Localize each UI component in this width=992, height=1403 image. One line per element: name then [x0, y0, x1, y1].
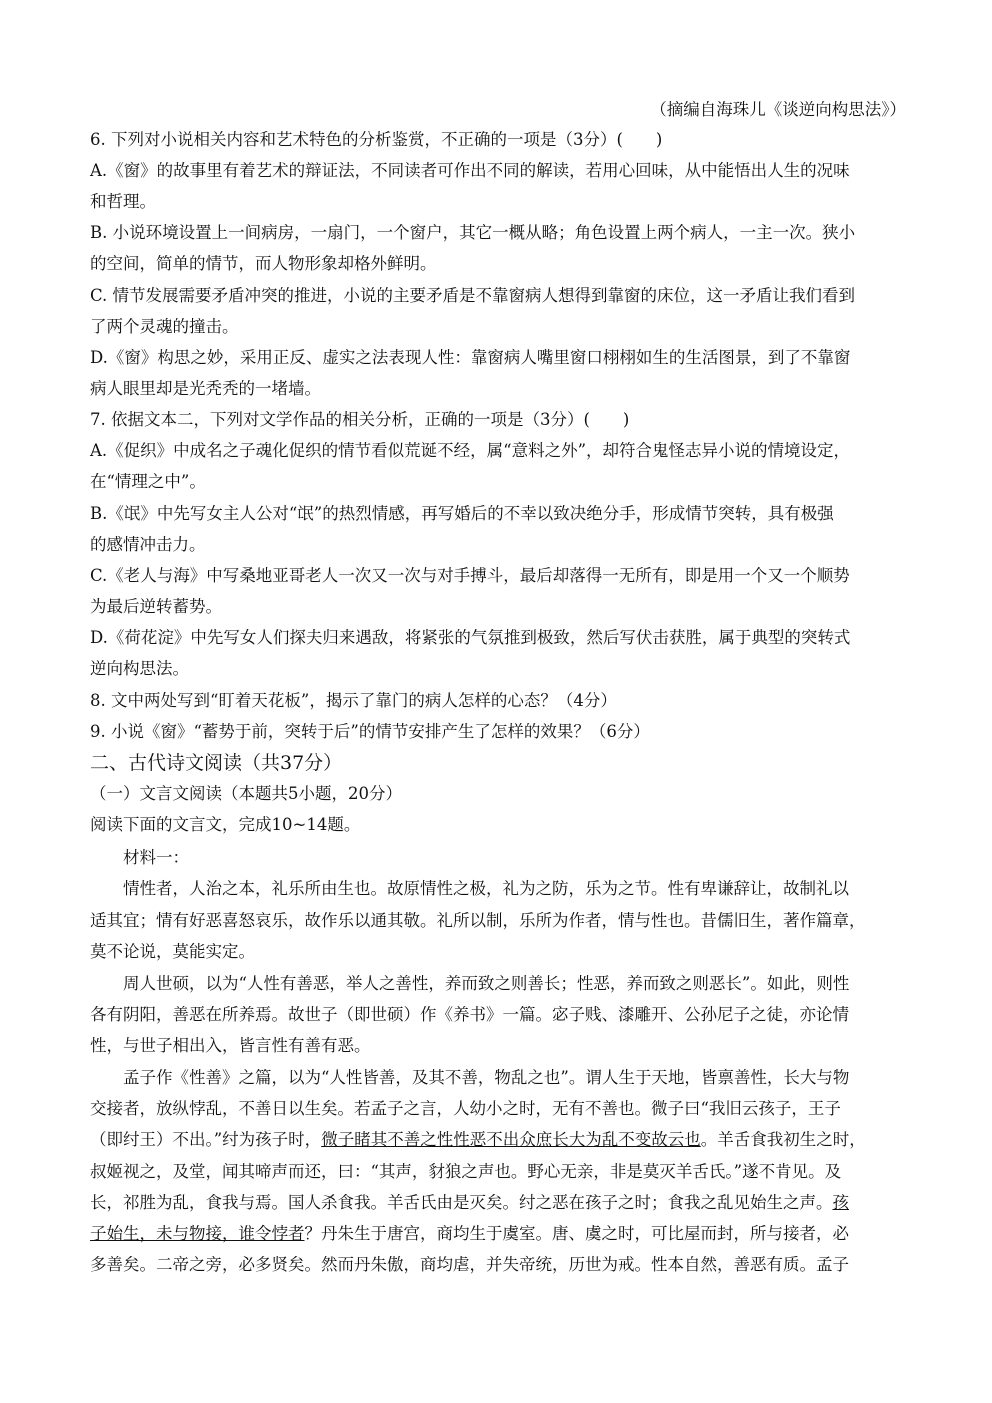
option-6b-line1: B. 小说环境设置上一间病房，一扇门，一个窗户，其它一概从略；角色设置上两个病人，一主一次。狭小 — [90, 223, 856, 242]
para3-line3 — [90, 1128, 866, 1152]
option-7c-line1: C.《老人与海》中写桑地亚哥老人一次又一次与对手搏斗，最后却落得一无所有，即是用一个又一个顺势 — [90, 566, 850, 585]
option-6b-line2: 的空间，简单的情节，而人物形象却格外鲜明。 — [90, 254, 437, 273]
question-7: 7. 依据文本二，下列对文学作品的相关分析，正确的一项是（3分）( ) — [90, 410, 630, 429]
para1-line3: 莫不论说，莫能实定。 — [90, 942, 255, 961]
subsection-title: （一）文言文阅读（本题共5小题，20分） — [90, 784, 402, 803]
option-7a-line2: 在“情理之中”。 — [90, 472, 206, 491]
para3-line6 — [90, 1222, 849, 1246]
reading-instruction: 阅读下面的文言文，完成10~14题。 — [90, 815, 361, 834]
option-6d-line2: 病人眼里却是光秃秃的一堵墙。 — [90, 379, 321, 398]
question-6: 6. 下列对小说相关内容和艺术特色的分析鉴赏，不正确的一项是（3分）( ) — [90, 130, 663, 149]
question-9: 9. 小说《窗》“蓄势于前，突转于后”的情节安排产生了怎样的效果？（6分） — [90, 722, 650, 741]
para3-line4: 叔姬视之，及堂，闻其啼声而还，曰：“其声，豺狼之声也。野心无亲，非是莫灭羊舌氏。”遂不肯见。及 — [90, 1162, 842, 1181]
option-6d-line1: D.《窗》构思之妙，采用正反、虚实之法表现人性：靠窗病人嘴里窗口栩栩如生的生活图景，到了不靠窗 — [90, 348, 851, 367]
para2-line3: 性，与世子相出入，皆言性有善有恶。 — [90, 1036, 371, 1055]
material-label: 材料一： — [123, 848, 189, 867]
option-6c-line1: C. 情节发展需要矛盾冲突的推进，小说的主要矛盾是不靠窗病人想得到靠窗的床位，这一矛盾让我们看到 — [90, 286, 856, 305]
para2-line1: 周人世硕，以为“人性有善恶，举人之善性，养而致之则善长；性恶，养而致之则恶长”。如此，则性 — [123, 974, 850, 993]
para1-line2: 适其宜；情有好恶喜怒哀乐，故作乐以通其敬。礼所以制，乐所为作者，情与性也。昔儒旧生，著作篇章， — [90, 911, 866, 930]
para3-line7: 多善矣。二帝之旁，必多贤矣。然而丹朱傲，商均虐，并失帝统，历世为戒。性本自然，善恶有质。孟子 — [90, 1255, 849, 1274]
option-7a-line1: A.《促织》中成名之子魂化促织的情节看似荒诞不经，属“意料之外”，却符合鬼怪志异小说的情境设定， — [90, 441, 851, 460]
option-6a-line1: A.《窗》的故事里有着艺术的辩证法，不同读者可作出不同的解读，若用心回味，从中能悟出人生的况味 — [90, 161, 850, 180]
para2-line2: 各有阴阳，善恶在所养焉。故世子（即世硕）作《养书》一篇。宓子贱、漆雕开、公孙尼子之徒，亦论情 — [90, 1005, 849, 1024]
para3-line5-start: 长，祁胜为乱，食我与焉。国人杀食我。羊舌氏由是灭矣。纣之恶在孩子之时；食我之乱见始生之声。 — [90, 1193, 833, 1212]
option-7b-line1: B.《氓》中先写女主人公对“氓”的热烈情感，再写婚后的不幸以致决绝分手，形成情节突转，具有极强 — [90, 504, 834, 523]
underlined-sentence: 微子睹其不善之性性恶不出众庶长大为乱不变故云也 — [321, 1130, 701, 1149]
para3-line3-end: 。羊舌食我初生之时， — [700, 1130, 866, 1149]
underlined-phrase-end: 子始生，未与物接，谁令悖者 — [90, 1224, 305, 1243]
para3-line1: 孟子作《性善》之篇，以为“人性皆善，及其不善，物乱之也”。谓人生于天地，皆禀善性，长大与物 — [123, 1068, 850, 1087]
option-6c-line2: 了两个灵魂的撞击。 — [90, 317, 239, 336]
option-7d-line2: 逆向构思法。 — [90, 659, 189, 678]
section-title: 二、古代诗文阅读（共37分） — [90, 752, 343, 774]
para3-line5 — [90, 1191, 849, 1215]
para3-line3-start: （即纣王）不出。”纣为孩子时， — [90, 1130, 322, 1149]
para3-line2: 交接者，放纵悖乱，不善日以生矣。若孟子之言，人幼小之时，无有不善也。微子曰“我旧云孩子，王子 — [90, 1099, 841, 1118]
option-7b-line2: 的感情冲击力。 — [90, 535, 206, 554]
underlined-phrase-start: 孩 — [832, 1193, 849, 1212]
para1-line1: 情性者，人治之本，礼乐所由生也。故原情性之极，礼为之防，乐为之节。性有卑谦辞让，故制礼以 — [123, 879, 849, 898]
para3-line6-end: ？丹朱生于唐宫，商均生于虞室。唐、虞之时，可比屋而封，所与接者，必 — [304, 1224, 849, 1243]
source-citation: （摘编自海珠儿《谈逆向构思法》） — [650, 100, 906, 119]
option-6a-line2: 和哲理。 — [90, 192, 156, 211]
option-7d-line1: D.《荷花淀》中先写女人们探夫归来遇敌，将紧张的气氛推到极致，然后写伏击获胜，属于典型的突转式 — [90, 628, 851, 647]
option-7c-line2: 为最后逆转蓄势。 — [90, 597, 222, 616]
question-8: 8. 文中两处写到“盯着天花板”，揭示了靠门的病人怎样的心态？（4分） — [90, 691, 617, 710]
